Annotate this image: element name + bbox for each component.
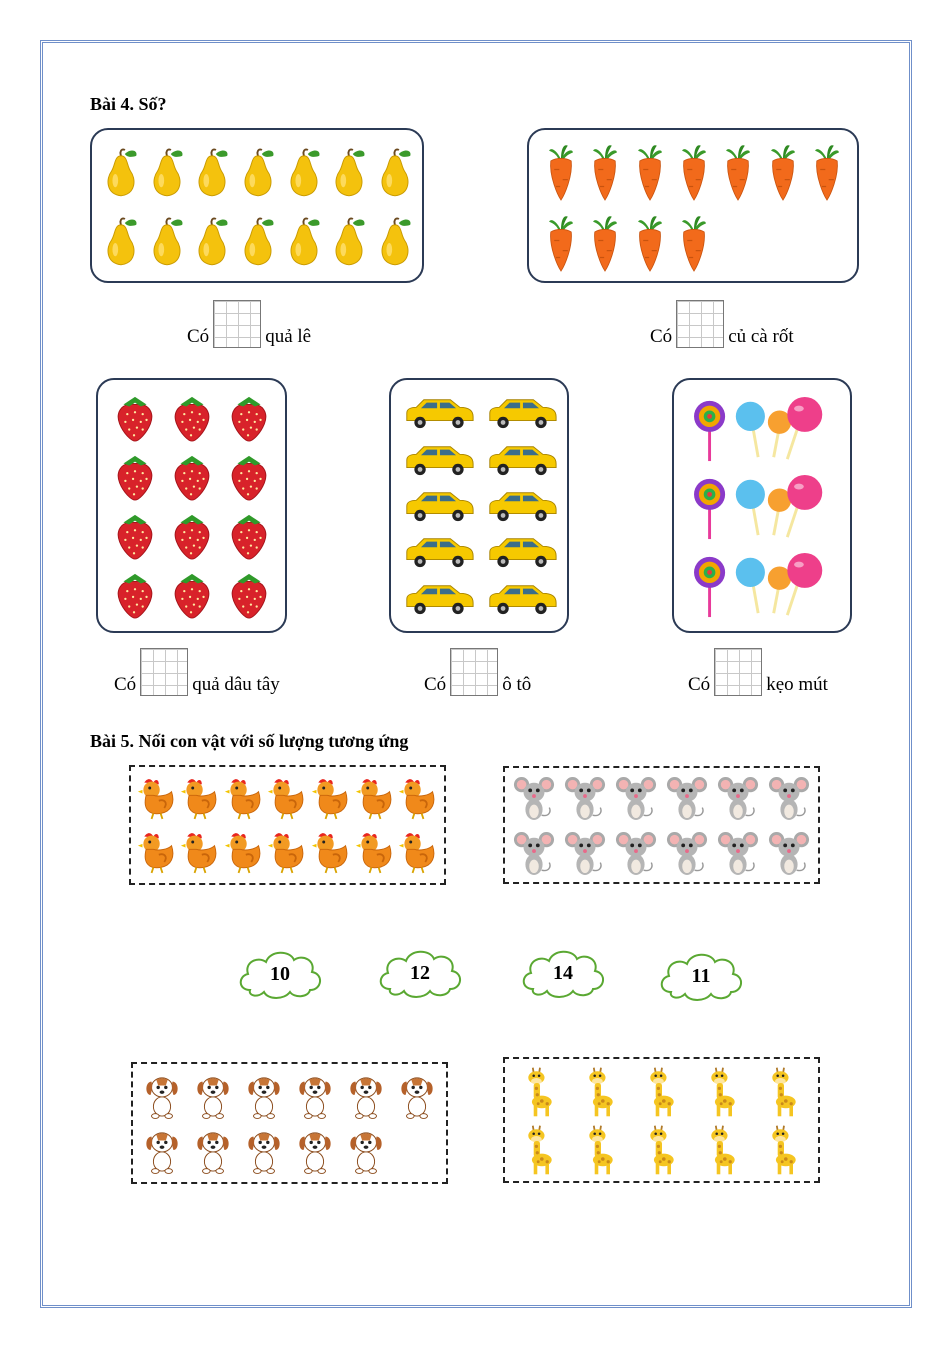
giraffe-icon <box>522 1122 558 1178</box>
pear-icon <box>239 147 277 199</box>
mouse-group[interactable] <box>503 766 820 884</box>
number-cloud-10[interactable] <box>236 946 324 1002</box>
chicken-icon <box>398 774 438 822</box>
answer-box-lollipop[interactable] <box>714 648 762 696</box>
pear-icon <box>239 216 277 268</box>
dog-icon <box>345 1127 387 1175</box>
giraffe-group[interactable] <box>503 1057 820 1183</box>
answer-box-carrot[interactable] <box>676 300 724 348</box>
answer-box-strawberry[interactable] <box>140 648 188 696</box>
lollipop-icon <box>689 473 837 541</box>
strawberry-icon <box>227 393 271 443</box>
strawberry-icon <box>170 511 214 561</box>
chicken-icon <box>137 774 177 822</box>
pear-icon <box>148 147 186 199</box>
carrot-icon <box>588 210 622 276</box>
dog-icon <box>294 1127 336 1175</box>
number-cloud-12[interactable] <box>375 945 465 1001</box>
mouse-icon <box>615 773 657 823</box>
car-icon <box>486 533 558 571</box>
caption-pear <box>187 300 311 348</box>
giraffe-icon <box>644 1064 680 1120</box>
caption-lollipop <box>688 648 828 696</box>
chicken-icon <box>267 828 307 876</box>
chicken-icon <box>267 774 307 822</box>
caption-suffix: ô tô <box>502 674 532 695</box>
pear-icon <box>285 216 323 268</box>
car-icon <box>486 441 558 479</box>
carrot-icon <box>677 210 711 276</box>
carrot-icon <box>721 139 755 205</box>
chicken-icon <box>311 828 351 876</box>
lollipop-icon <box>689 551 837 619</box>
number-label: 12 <box>410 961 430 984</box>
strawberry-panel <box>96 378 287 633</box>
carrot-icon <box>810 139 844 205</box>
pear-panel <box>90 128 424 283</box>
mouse-icon <box>717 773 759 823</box>
giraffe-icon <box>705 1064 741 1120</box>
car-icon <box>486 487 558 525</box>
giraffe-icon <box>644 1122 680 1178</box>
dog-icon <box>192 1072 234 1120</box>
caption-strawberry <box>114 648 280 696</box>
mouse-icon <box>666 773 708 823</box>
car-icon <box>403 580 475 618</box>
dog-icon <box>192 1127 234 1175</box>
mouse-icon <box>717 828 759 878</box>
chicken-icon <box>355 774 395 822</box>
caption-car <box>424 648 531 696</box>
pear-icon <box>193 147 231 199</box>
chicken-icon <box>398 828 438 876</box>
dog-icon <box>396 1072 438 1120</box>
dog-group[interactable] <box>131 1062 448 1184</box>
strawberry-icon <box>113 570 157 620</box>
pear-icon <box>376 216 414 268</box>
strawberry-icon <box>170 393 214 443</box>
strawberry-icon <box>227 570 271 620</box>
strawberry-icon <box>227 452 271 502</box>
exercise-5-title: Bài 5. Nối con vật với số lượng tương ứng <box>90 731 409 751</box>
dog-icon <box>345 1072 387 1120</box>
mouse-icon <box>768 773 810 823</box>
mouse-icon <box>564 773 606 823</box>
caption-suffix: củ cà rốt <box>728 326 794 347</box>
car-icon <box>486 580 558 618</box>
chicken-icon <box>311 774 351 822</box>
strawberry-icon <box>113 452 157 502</box>
mouse-icon <box>564 828 606 878</box>
answer-box-pear[interactable] <box>213 300 261 348</box>
caption-prefix: Có <box>187 326 210 347</box>
dog-icon <box>294 1072 336 1120</box>
strawberry-icon <box>170 452 214 502</box>
chicken-icon <box>224 828 264 876</box>
car-icon <box>403 394 475 432</box>
strawberry-icon <box>227 511 271 561</box>
dog-icon <box>243 1072 285 1120</box>
mouse-icon <box>513 828 555 878</box>
carrot-icon <box>633 210 667 276</box>
car-icon <box>403 441 475 479</box>
pear-icon <box>330 147 368 199</box>
giraffe-icon <box>522 1064 558 1120</box>
number-cloud-14[interactable] <box>518 945 608 1001</box>
chicken-icon <box>224 774 264 822</box>
chicken-icon <box>180 828 220 876</box>
pear-icon <box>102 147 140 199</box>
chicken-group[interactable] <box>129 765 446 885</box>
chicken-icon <box>355 828 395 876</box>
carrot-icon <box>677 139 711 205</box>
lollipop-panel <box>672 378 852 633</box>
car-icon <box>403 487 475 525</box>
exercise-4-title: Bài 4. Số? <box>90 94 167 114</box>
car-icon <box>403 533 475 571</box>
lollipop-icon <box>689 395 837 463</box>
answer-box-car[interactable] <box>450 648 498 696</box>
number-label: 10 <box>270 962 290 985</box>
strawberry-icon <box>113 511 157 561</box>
caption-prefix: Có <box>688 674 711 695</box>
number-label: 11 <box>691 964 711 987</box>
pear-icon <box>148 216 186 268</box>
mouse-icon <box>666 828 708 878</box>
caption-prefix: Có <box>114 674 137 695</box>
giraffe-icon <box>705 1122 741 1178</box>
car-icon <box>486 394 558 432</box>
mouse-icon <box>513 773 555 823</box>
giraffe-icon <box>583 1064 619 1120</box>
giraffe-icon <box>766 1122 802 1178</box>
giraffe-icon <box>583 1122 619 1178</box>
carrot-icon <box>633 139 667 205</box>
carrot-panel <box>527 128 859 283</box>
mouse-icon <box>615 828 657 878</box>
carrot-icon <box>588 139 622 205</box>
carrot-icon <box>544 139 578 205</box>
pear-icon <box>330 216 368 268</box>
dog-icon <box>141 1072 183 1120</box>
dog-icon <box>243 1127 285 1175</box>
chicken-icon <box>180 774 220 822</box>
number-label: 14 <box>553 961 573 984</box>
giraffe-icon <box>766 1064 802 1120</box>
caption-suffix: kẹo mút <box>766 674 828 695</box>
strawberry-icon <box>170 570 214 620</box>
car-panel <box>389 378 569 633</box>
pear-icon <box>193 216 231 268</box>
pear-icon <box>102 216 140 268</box>
pear-icon <box>376 147 414 199</box>
dog-icon <box>141 1127 183 1175</box>
caption-suffix: quả dâu tây <box>192 674 280 695</box>
carrot-icon <box>766 139 800 205</box>
chicken-icon <box>137 828 177 876</box>
number-cloud-11[interactable] <box>656 948 746 1004</box>
caption-prefix: Có <box>424 674 447 695</box>
carrot-icon <box>544 210 578 276</box>
caption-carrot <box>650 300 794 348</box>
caption-suffix: quả lê <box>265 326 312 347</box>
pear-icon <box>285 147 323 199</box>
mouse-icon <box>768 828 810 878</box>
caption-prefix: Có <box>650 326 673 347</box>
strawberry-icon <box>113 393 157 443</box>
